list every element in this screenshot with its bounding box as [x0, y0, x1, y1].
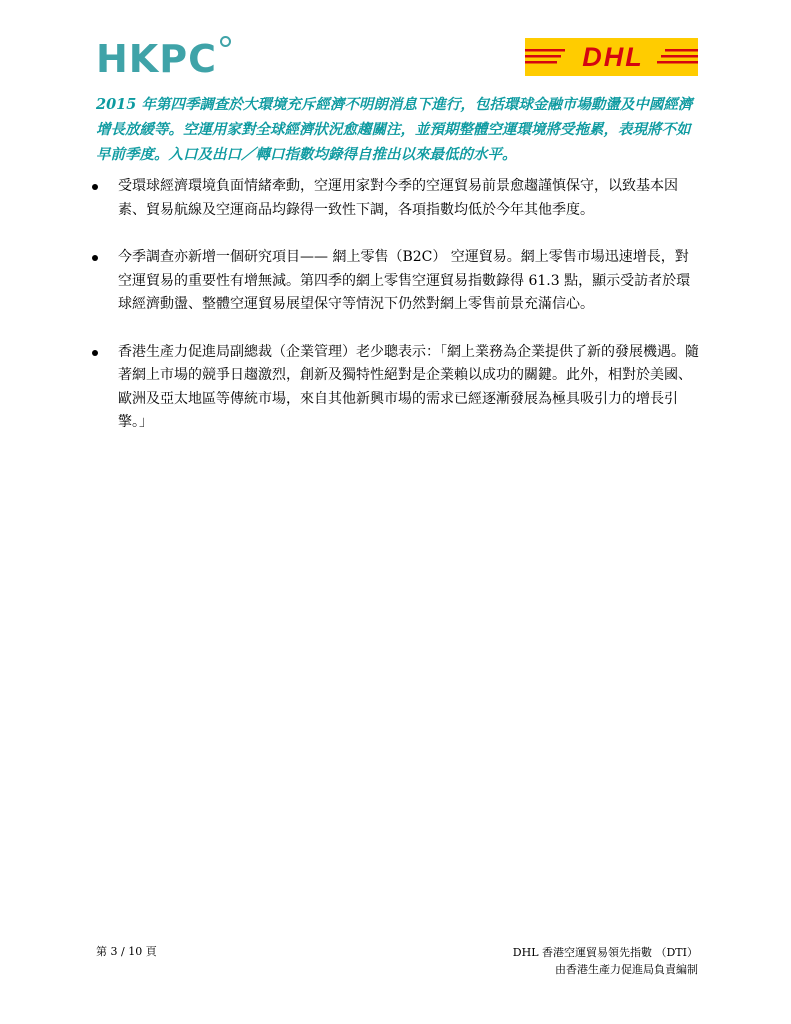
bullet-list: [88, 175, 700, 459]
bullet-icon: [92, 255, 98, 261]
hkpc-logo: [96, 37, 217, 81]
page-number: 第 3 / 10 頁: [96, 945, 157, 958]
bullet-item: [88, 246, 700, 317]
hkpc-logo-text: HKPC: [96, 37, 217, 81]
hkpc-logo-mark-icon: [220, 36, 231, 47]
footer-compiler: 由香港生產力促進局負責編制: [555, 963, 698, 976]
footer-title: DHL 香港空運貿易領先指數 （DTI）: [512, 946, 698, 959]
dhl-logo-text: DHL: [582, 42, 644, 72]
dhl-logo: [525, 38, 698, 76]
footer-info: [513, 944, 698, 978]
bullet-icon: [92, 184, 98, 190]
bullet-text: 受環球經濟環境負面情緒牽動，空運用家對今季的空運貿易前景愈趨謹慎保守，以致基本因素、貿易航線及空運商品均錄得一致性下調，各項指數均低於今年其他季度。: [118, 178, 678, 218]
bullet-text: 今季調查亦新增一個研究項目—— 網上零售（B2C） 空運貿易。網上零售市場迅速增長，對空運貿易的重要性有增無減。第四季的網上零售空運貿易指數錄得 61.3 點，顯示受訪者於環球經濟動盪、整體空運貿易展望保守等情況下仍然對網上零售前景充滿信心。: [118, 249, 691, 312]
dhl-logo-graphic: [525, 38, 698, 76]
bullet-item: [88, 175, 700, 222]
bullet-text: 香港生產力促進局副總裁（企業管理）老少聰表示：「網上業務為企業提供了新的發展機遇。隨著網上市場的競爭日趨激烈，創新及獨特性絕對是企業賴以成功的關鍵。此外，相對於美國、歐洲及亞太地區等傳統市場，來自其他新興市場的需求已經逐漸發展為極具吸引力的增長引擎。」: [118, 343, 699, 430]
bullet-icon: [92, 350, 98, 356]
bullet-item: [88, 341, 700, 435]
intro-paragraph: 2015 年第四季調查於大環境充斥經濟不明朗消息下進行，包括環球金融市場動盪及中國經濟增長放緩等。空運用家對全球經濟狀況愈趨關注，並預期整體空運環境將受拖累，表現將不如早前季度。入口及出口／轉口指數均錄得自推出以來最低的水平。: [96, 96, 693, 163]
